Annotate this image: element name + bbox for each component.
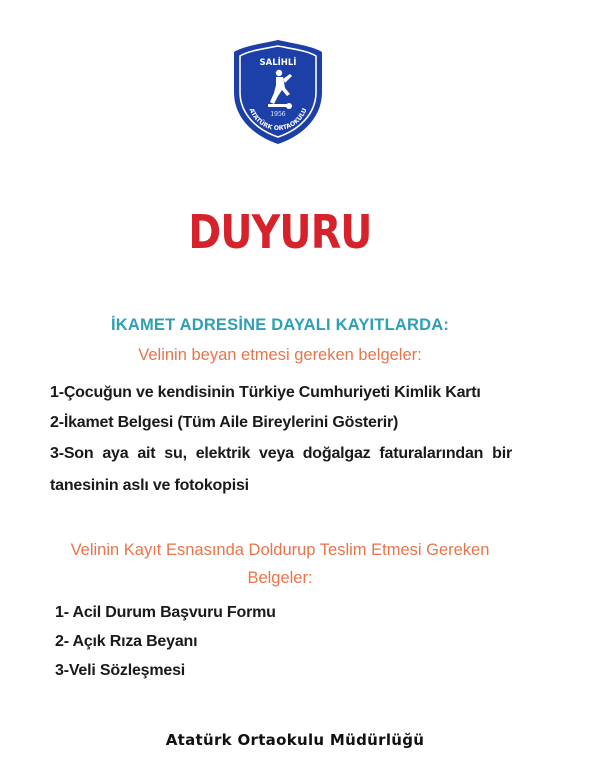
list-item: 1- Acil Durum Başvuru Formu (55, 604, 276, 621)
section2-heading (0, 536, 560, 592)
section2-list (55, 598, 276, 685)
list-item: 1-Çocuğun ve kendisinin Türkiye Cumhuriyeti Kimlik Kartı (50, 384, 481, 401)
list-item: 2-İkamet Belgesi (Tüm Aile Bireylerini Gösterir) (50, 414, 399, 431)
section1-list (50, 378, 512, 502)
section2-heading-line2: Belgeler: (247, 569, 313, 587)
logo-top-text: SALİHLİ (259, 58, 297, 68)
section1-heading: İKAMET ADRESİNE DAYALI KAYITLARDA: (110, 316, 450, 334)
announcement-title: DUYURU (188, 205, 372, 259)
signature: Atatürk Ortaokulu Müdürlüğü (165, 731, 425, 749)
school-logo (230, 38, 326, 146)
logo-arc-textpath: ATATÜRK ORTAOKULU (247, 107, 309, 133)
list-item: 3-Son aya ait su, elektrik veya doğalgaz faturalarından bir tanesinin aslı ve fotokopisi (50, 445, 512, 494)
logo-year: 1956 (270, 111, 286, 118)
list-item: 2- Açık Rıza Beyanı (55, 633, 198, 650)
section1-subheading: Velinin beyan etmesi gereken belgeler: (138, 346, 422, 364)
list-item: 3-Veli Sözleşmesi (55, 662, 186, 679)
section2-heading-line1: Velinin Kayıt Esnasında Doldurup Teslim Etmesi Gereken (70, 541, 490, 559)
